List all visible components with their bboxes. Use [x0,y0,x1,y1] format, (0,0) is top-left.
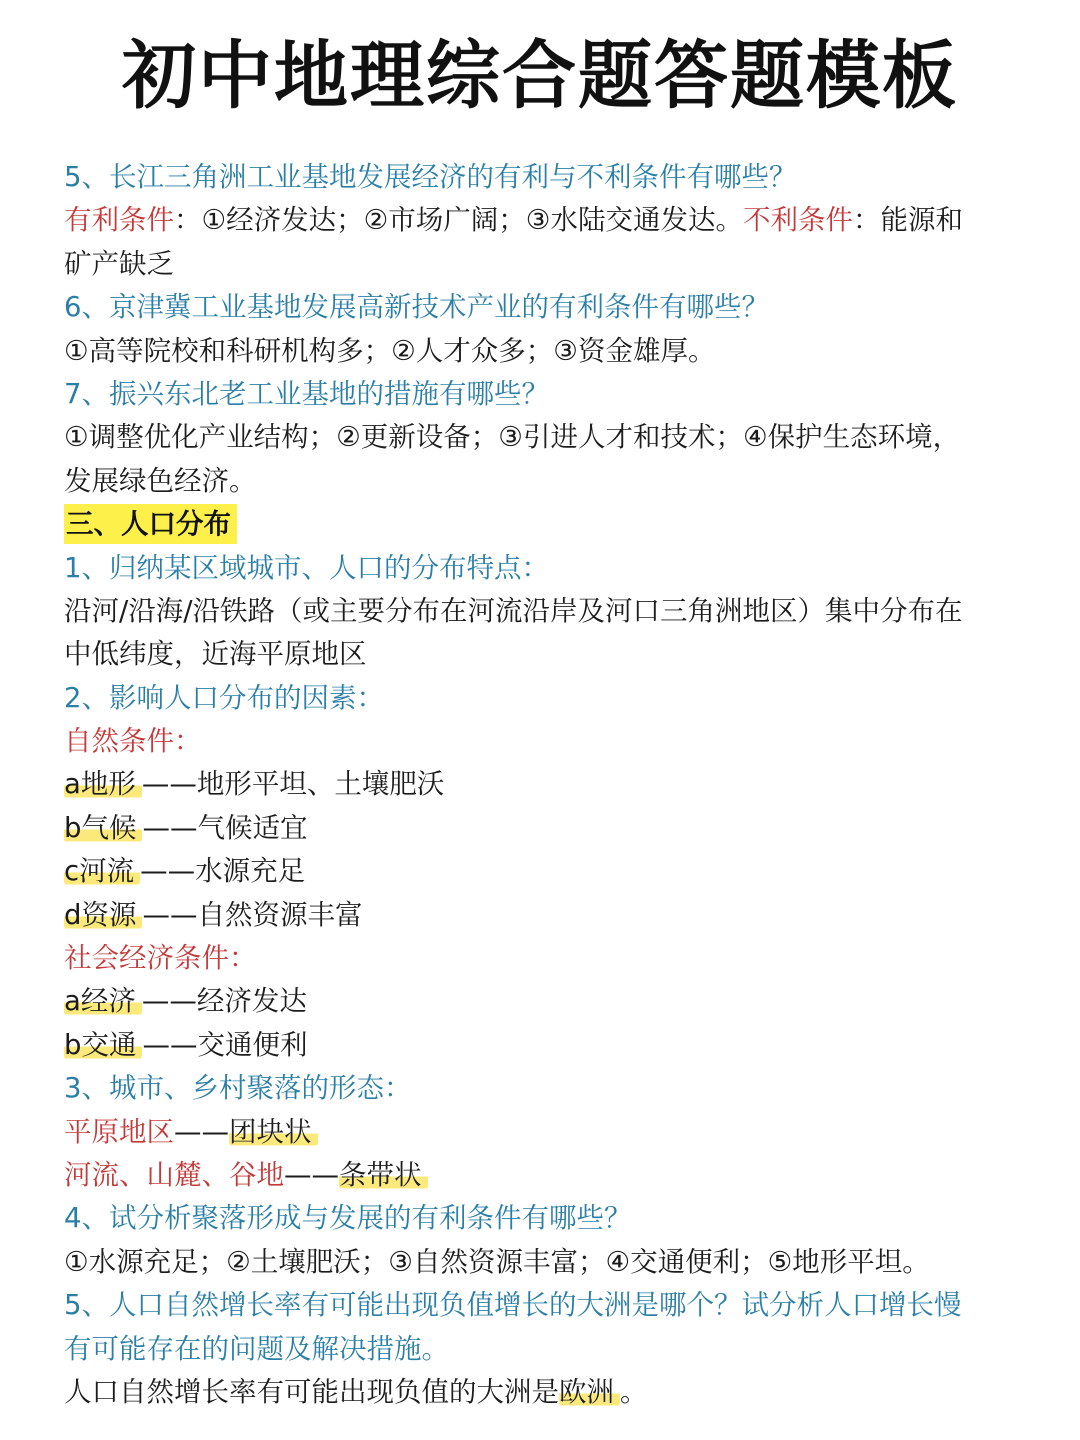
answer-5-continued: 矿产缺乏 [64,247,174,280]
natural-factor [64,807,1024,850]
factor-key: b气候 [64,812,142,844]
answer-highlight: 欧洲 [559,1376,620,1408]
natural-conditions-label: 自然条件： [64,725,202,758]
social-conditions-label: 社会经济条件： [64,942,257,975]
unfavorable-text: ：能源和 [852,204,963,237]
settlement-form [64,1111,1024,1154]
factor-key: a地形 [64,768,142,800]
settlement-shape: 团块状 [229,1116,318,1148]
unfavorable-label: 不利条件 [742,204,853,237]
question-7: 7、振兴东北老工业基地的措施有哪些？ [64,377,549,410]
answer-7-line-2: 发展绿色经济。 [64,464,257,497]
social-factor [64,980,1024,1023]
natural-factor [64,763,1024,806]
settlement-dash: —— [284,1158,339,1191]
settlement-shape: 条带状 [339,1159,428,1191]
section-question-3: 3、城市、乡村聚落的形态： [64,1072,412,1105]
section-question-5-line-2: 有可能存在的问题及解决措施。 [64,1332,449,1365]
factor-value: ——交通便利 [142,1028,308,1061]
settlement-dash: —— [174,1115,229,1148]
section-question-5-line-1: 5、人口自然增长率有可能出现负值增长的大洲是哪个？试分析人口增长慢 [64,1289,962,1322]
natural-factor [64,850,1024,893]
factor-value: ——水源充足 [140,855,306,888]
factor-value: ——自然资源丰富 [142,898,363,931]
factor-key: c河流 [64,855,140,887]
section-question-4: 4、试分析聚落形成与发展的有利条件有哪些？ [64,1202,632,1235]
natural-factor [64,894,1024,937]
answer-suffix: 。 [620,1375,648,1408]
answer-7-line-1: ①调整优化产业结构；②更新设备；③引进人才和技术；④保护生态环境， [64,421,961,454]
question-5: 5、长江三角洲工业基地发展经济的有利与不利条件有哪些？ [64,161,797,193]
section-heading-row [64,503,1024,546]
favorable-text: ：①经济发达；②市场广阔；③水陆交通发达。 [174,204,743,237]
answer-prefix: 人口自然增长率有可能出现负值的大洲是 [64,1375,559,1408]
settlement-place: 河流、山麓、谷地 [64,1158,284,1191]
factor-key: d资源 [64,899,142,931]
factor-value: ——气候适宜 [142,811,308,844]
content [64,156,1024,1414]
factor-key: a经济 [64,985,142,1017]
section-question-1: 1、归纳某区域城市、人口的分布特点： [64,551,549,584]
question-6: 6、京津冀工业基地发展高新技术产业的有利条件有哪些？ [64,291,769,324]
section-answer-1-line-2: 中低纬度，近海平原地区 [64,638,367,671]
section-heading: 三、人口分布 [64,504,237,544]
answer-6: ①高等院校和科研机构多；②人才众多；③资金雄厚。 [64,334,716,367]
settlement-place: 平原地区 [64,1115,174,1148]
factor-key: b交通 [64,1029,142,1061]
settlement-form [64,1154,1024,1197]
section-answer-4: ①水源充足；②土壤肥沃；③自然资源丰富；④交通便利；⑤地形平坦。 [64,1245,930,1278]
factor-value: ——地形平坦、土壤肥沃 [141,768,445,801]
page-title: 初中地理综合题答题模板 [122,33,958,119]
section-answer-5 [64,1371,1024,1414]
factor-value: ——经济发达 [141,985,307,1018]
section-question-2: 2、影响人口分布的因素： [64,681,384,714]
answer-5 [64,199,1024,242]
social-factor [64,1024,1024,1067]
favorable-label: 有利条件 [64,204,174,237]
section-answer-1-line-1: 沿河/沿海/沿铁路（或主要分布在河流沿岸及河口三角洲地区）集中分布在 [64,594,963,627]
